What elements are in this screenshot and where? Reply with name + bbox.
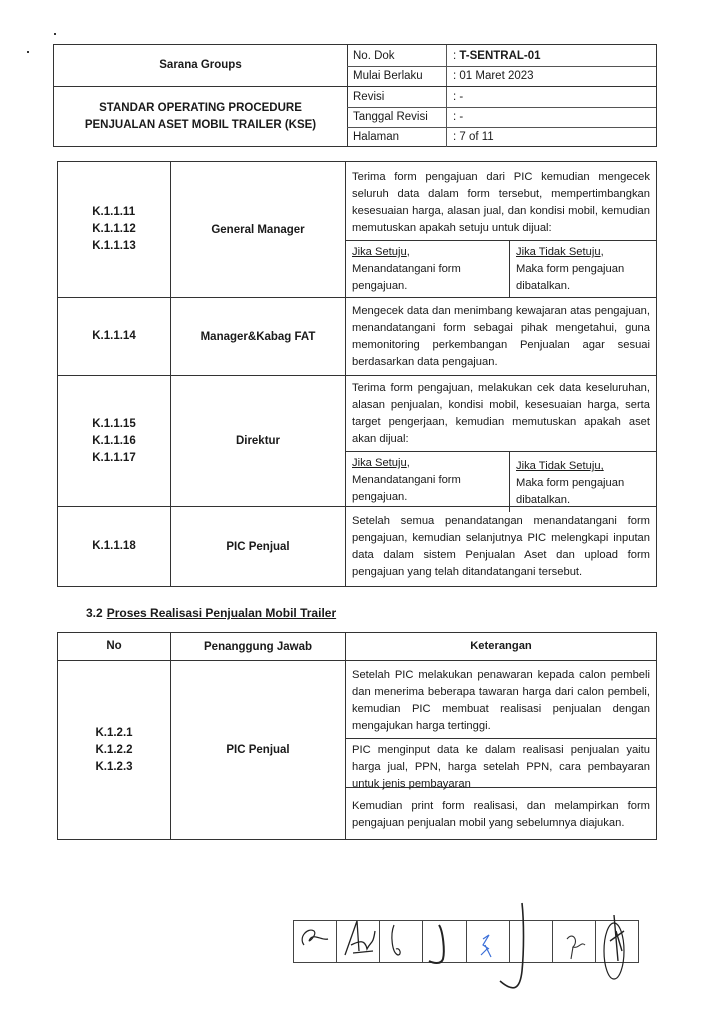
scan-speck	[27, 51, 29, 53]
column-header-no: No	[58, 633, 171, 660]
field-revisi	[347, 86, 656, 108]
procedure-table-2	[57, 632, 657, 840]
responsible-role: General Manager	[171, 162, 346, 297]
signature-icon	[337, 901, 380, 981]
section-title: Proses Realisasi Penjualan Mobil Trailer	[106, 606, 337, 620]
field-label: Halaman	[347, 127, 447, 147]
field-value: : -	[453, 91, 464, 103]
field-tanggal-revisi	[347, 107, 656, 128]
section-heading	[86, 606, 336, 620]
column-header-penanggung-jawab: Penanggung Jawab	[171, 633, 346, 660]
field-value: : 7 of 11	[453, 131, 494, 143]
description-text: Terima form pengajuan dari PIC kemudian mengecek seluruh data dalam form tersebut, mempertimbangkan kesesuaian harga, alasan jual, dan kondisi mobil, kemudian memutuskan apakah setuju untuk dijual:	[352, 171, 650, 234]
step-ids: K.1.1.11 K.1.1.12 K.1.1.13	[58, 162, 171, 297]
responsible-role: Direktur	[171, 376, 346, 506]
signature-box	[294, 921, 337, 962]
signature-icon	[380, 901, 423, 981]
signature-icon	[510, 901, 553, 981]
table-header-row	[58, 633, 656, 661]
document-header-table	[53, 44, 657, 147]
field-no-dok	[347, 45, 656, 67]
procedure-table-1	[57, 161, 657, 587]
description-cell	[346, 661, 656, 839]
description-text: Setelah semua penandatangan menandatangani form pengajuan, kemudian selanjutnya PIC melengkapi inputan data dalam sistem Penjualan Aset dan upload form pengajuan yang telah ditandatangani tersebut.	[352, 515, 650, 578]
reject-branch: Jika Tidak Setuju, Maka form pengajuan dibatalkan.	[516, 460, 625, 506]
signature-box	[510, 921, 553, 962]
table-row	[58, 162, 656, 298]
document-title-line2: PENJUALAN ASET MOBIL TRAILER (KSE)	[84, 118, 317, 131]
decision-split	[346, 240, 656, 298]
signature-box	[337, 921, 380, 962]
description-cell	[346, 376, 656, 506]
signature-strip	[293, 920, 639, 963]
field-label: Revisi	[347, 87, 447, 107]
signature-box	[380, 921, 423, 962]
approve-branch: Jika Setuju, Menandatangani form pengajuan.	[346, 452, 510, 512]
signature-icon	[294, 901, 337, 981]
step-ids: K.1.1.18	[58, 507, 171, 586]
description-cell	[346, 298, 656, 375]
signature-box	[467, 921, 510, 962]
field-label: Mulai Berlaku	[347, 66, 447, 86]
signature-box	[596, 921, 638, 962]
table-row	[58, 298, 656, 376]
document-title-cell	[54, 86, 348, 147]
table-row	[58, 376, 656, 507]
field-halaman	[347, 127, 656, 147]
signature-icon	[553, 901, 596, 981]
description-cell	[346, 162, 656, 297]
description-item: Setelah PIC melakukan penawaran kepada calon pembeli dan menerima beberapa tawaran harga dari calon pembeli, kemudian PIC membuat realisasi penjualan dengan mengajukan harga tertinggi.	[352, 669, 650, 732]
description-text: Terima form pengajuan, melakukan cek data keseluruhan, alasan penjualan, kondisi mobil, kesesuaian harga, serta target pengerjaan, kemudian memutuskan apakah aset akan dijual:	[352, 382, 650, 445]
field-value: : -	[453, 111, 464, 123]
description-item: Kemudian print form realisasi, dan melampirkan form pengajuan penjualan mobil yang sebelumnya diajukan.	[346, 787, 656, 835]
step-ids: K.1.2.1 K.1.2.2 K.1.2.3	[58, 661, 171, 839]
document-title-line1: STANDAR OPERATING PROCEDURE	[99, 101, 302, 114]
step-ids: K.1.1.15 K.1.1.16 K.1.1.17	[58, 376, 171, 506]
description-cell	[346, 507, 656, 586]
table-row	[58, 507, 656, 586]
decision-split	[346, 451, 656, 512]
company-name: Sarana Groups	[159, 59, 242, 71]
responsible-role: Manager&Kabag FAT	[171, 298, 346, 375]
table-row	[58, 661, 656, 839]
approve-branch: Jika Setuju, Menandatangani form pengajuan.	[346, 241, 510, 298]
description-text: Mengecek data dan menimbang kewajaran atas pengajuan, menandatangani form sebagai pihak mengetahui, guna memonitoring perkembangan Penjualan agar sesuai berdasarkan data pengajuan.	[352, 305, 650, 368]
field-mulai-berlaku	[347, 66, 656, 87]
signature-icon	[596, 901, 639, 981]
signature-box	[423, 921, 466, 962]
responsible-role: PIC Penjual	[171, 661, 346, 839]
signature-icon	[467, 901, 510, 981]
company-name-cell	[54, 45, 348, 87]
column-header-keterangan: Keterangan	[470, 640, 532, 652]
field-value: : 01 Maret 2023	[453, 70, 534, 82]
reject-branch: Jika Tidak Setuju, Maka form pengajuan dibatalkan.	[516, 246, 625, 292]
field-value: : T-SENTRAL-01	[453, 49, 541, 62]
section-number: 3.2	[86, 606, 103, 620]
field-label: No. Dok	[347, 45, 447, 66]
field-label: Tanggal Revisi	[347, 107, 447, 127]
scan-speck	[54, 33, 56, 35]
responsible-role: PIC Penjual	[171, 507, 346, 586]
signature-box	[553, 921, 596, 962]
signature-icon	[423, 901, 466, 981]
description-item: PIC menginput data ke dalam realisasi penjualan yaitu harga jual, PPN, harga setelah PPN, cara pembayaran untuk jenis pembayaran	[346, 738, 656, 787]
step-ids: K.1.1.14	[58, 298, 171, 375]
